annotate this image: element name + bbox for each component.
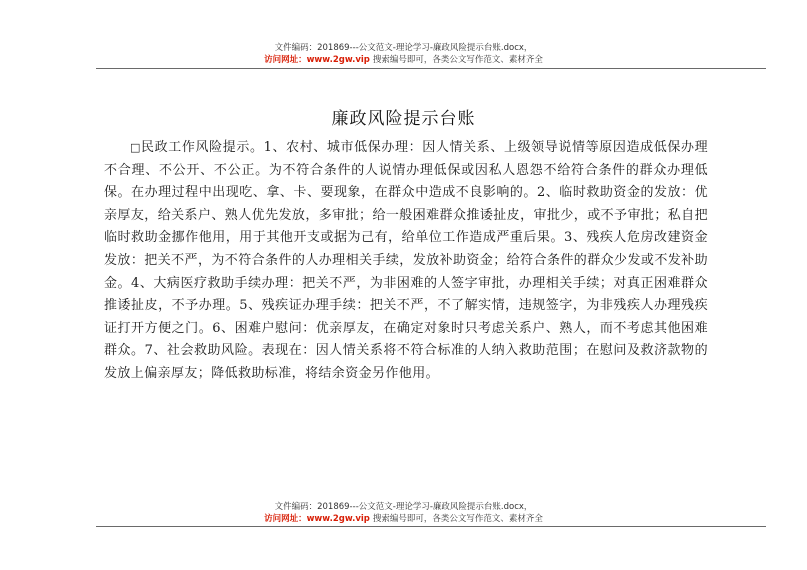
document-body bbox=[104, 137, 708, 386]
header-site-line bbox=[0, 54, 807, 66]
header-site-note: 搜索编号即可，各类公文写作范文、素材齐全 bbox=[372, 55, 543, 65]
footer-site-label: 访问网址： bbox=[264, 514, 307, 524]
footer-site-note: 搜索编号即可，各类公文写作范文、素材齐全 bbox=[372, 514, 543, 524]
document-title: 廉政风险提示台账 bbox=[331, 109, 476, 129]
footer-site-link[interactable]: www.2gw.vip bbox=[306, 514, 370, 524]
page-footer bbox=[0, 501, 807, 525]
header-site-label: 访问网址： bbox=[264, 55, 307, 65]
footer-file-label: 文件编码： bbox=[274, 502, 318, 512]
page-header bbox=[0, 42, 807, 66]
footer-file-code-line bbox=[0, 501, 807, 513]
header-file-code-line bbox=[0, 42, 807, 54]
footer-site-line bbox=[0, 513, 807, 525]
header-divider bbox=[96, 68, 766, 69]
footer-divider bbox=[96, 526, 766, 527]
header-file-code: 201869---公文范文-理论学习-廉政风险提示台账.docx， bbox=[317, 43, 533, 53]
checkbox-bullet-icon: □ bbox=[130, 141, 142, 154]
header-file-label: 文件编码： bbox=[274, 43, 318, 53]
document-body-text: 民政工作风险提示。1、农村、城市低保办理：因人情关系、上级领导说情等原因造成低保办理不合理、不公开、不公正。为不符合条件的人说情办理低保或因私人恩怨不给符合条件的群众办理低保。在办理过程中出现吃、拿、卡、要现象，在群众中造成不良影响的。2、临时救助资金的发放：优亲厚友，给关系户、熟人优先发放，多审批；给一般困难群众推诿扯皮，审批少，或不予审批；私自把临时救助金挪作他用，用于其他开支或据为己有，给单位工作造成严重后果。3、残疾人危房改建资金发放：把关不严，为不符合条件的人办理相关手续，发放补助资金；给符合条件的群众少发或不发补助金。4、大病医疗救助手续办理：把关不严，为非困难的人签字审批，办理相关手续；对真正困难群众推诿扯皮，不予办理。5、残疾证办理手续：把关不严，不了解实情，违规签字，为非残疾人办理残疾证打开方便之门。6、困难户慰问：优亲厚友，在确定对象时只考虑关系户、熟人，而不考虑其他困难群众。7、社会救助风险。表现在：因人情关系将不符合标准的人纳入救助范围；在慰问及救济款物的发放上偏亲厚友；降低救助标准，将结余资金另作他用。 bbox=[104, 140, 708, 381]
footer-file-code: 201869---公文范文-理论学习-廉政风险提示台账.docx， bbox=[317, 502, 533, 512]
header-site-link[interactable]: www.2gw.vip bbox=[306, 55, 370, 65]
